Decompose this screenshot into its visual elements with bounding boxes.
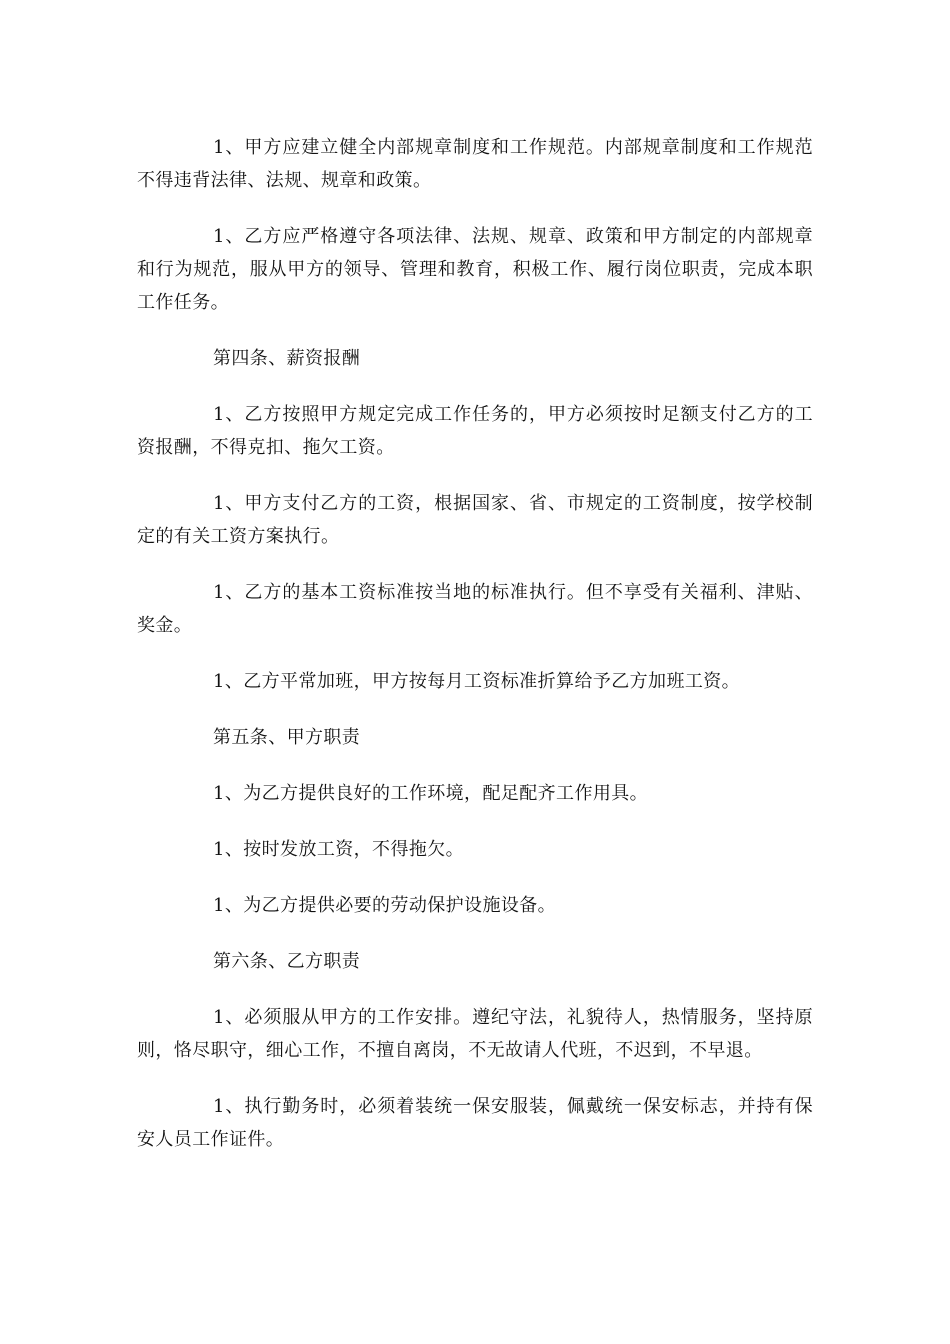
- clause-obey-arrangement: 1、必须服从甲方的工作安排。遵纪守法，礼貌待人，热情服务，坚持原则，恪尽职守，细心工作，不擅自离岗，不无故请人代班，不迟到，不早退。: [137, 1007, 813, 1061]
- clause-overtime-pay: 1、乙方平常加班，甲方按每月工资标准折算给予乙方加班工资。: [213, 671, 741, 692]
- document-body: [137, 131, 813, 1179]
- clause-salary-payment: 1、乙方按照甲方规定完成工作任务的，甲方必须按时足额支付乙方的工资报酬，不得克扣、拖欠工资。: [137, 404, 813, 458]
- section-heading-article-6: 第六条、乙方职责: [213, 951, 361, 972]
- clause-timely-wages: 1、按时发放工资，不得拖欠。: [213, 839, 465, 860]
- section-heading-article-4: 第四条、薪资报酬: [213, 348, 361, 369]
- clause-salary-system: 1、甲方支付乙方的工资，根据国家、省、市规定的工资制度，按学校制定的有关工资方案执行。: [137, 493, 813, 547]
- clause-basic-salary: 1、乙方的基本工资标准按当地的标准执行。但不享受有关福利、津贴、奖金。: [137, 582, 813, 636]
- clause-work-environment: 1、为乙方提供良好的工作环境，配足配齐工作用具。: [213, 783, 649, 804]
- clause-labor-protection: 1、为乙方提供必要的劳动保护设施设备。: [213, 895, 557, 916]
- clause-uniform-duty: 1、执行勤务时，必须着装统一保安服装，佩戴统一保安标志，并持有保安人员工作证件。: [137, 1096, 813, 1150]
- clause-internal-rules: 1、甲方应建立健全内部规章制度和工作规范。内部规章制度和工作规范不得违背法律、法规、规章和政策。: [137, 137, 813, 191]
- section-heading-article-5: 第五条、甲方职责: [213, 727, 361, 748]
- clause-party-b-compliance: 1、乙方应严格遵守各项法律、法规、规章、政策和甲方制定的内部规章和行为规范，服从甲方的领导、管理和教育，积极工作、履行岗位职责，完成本职工作任务。: [137, 226, 813, 313]
